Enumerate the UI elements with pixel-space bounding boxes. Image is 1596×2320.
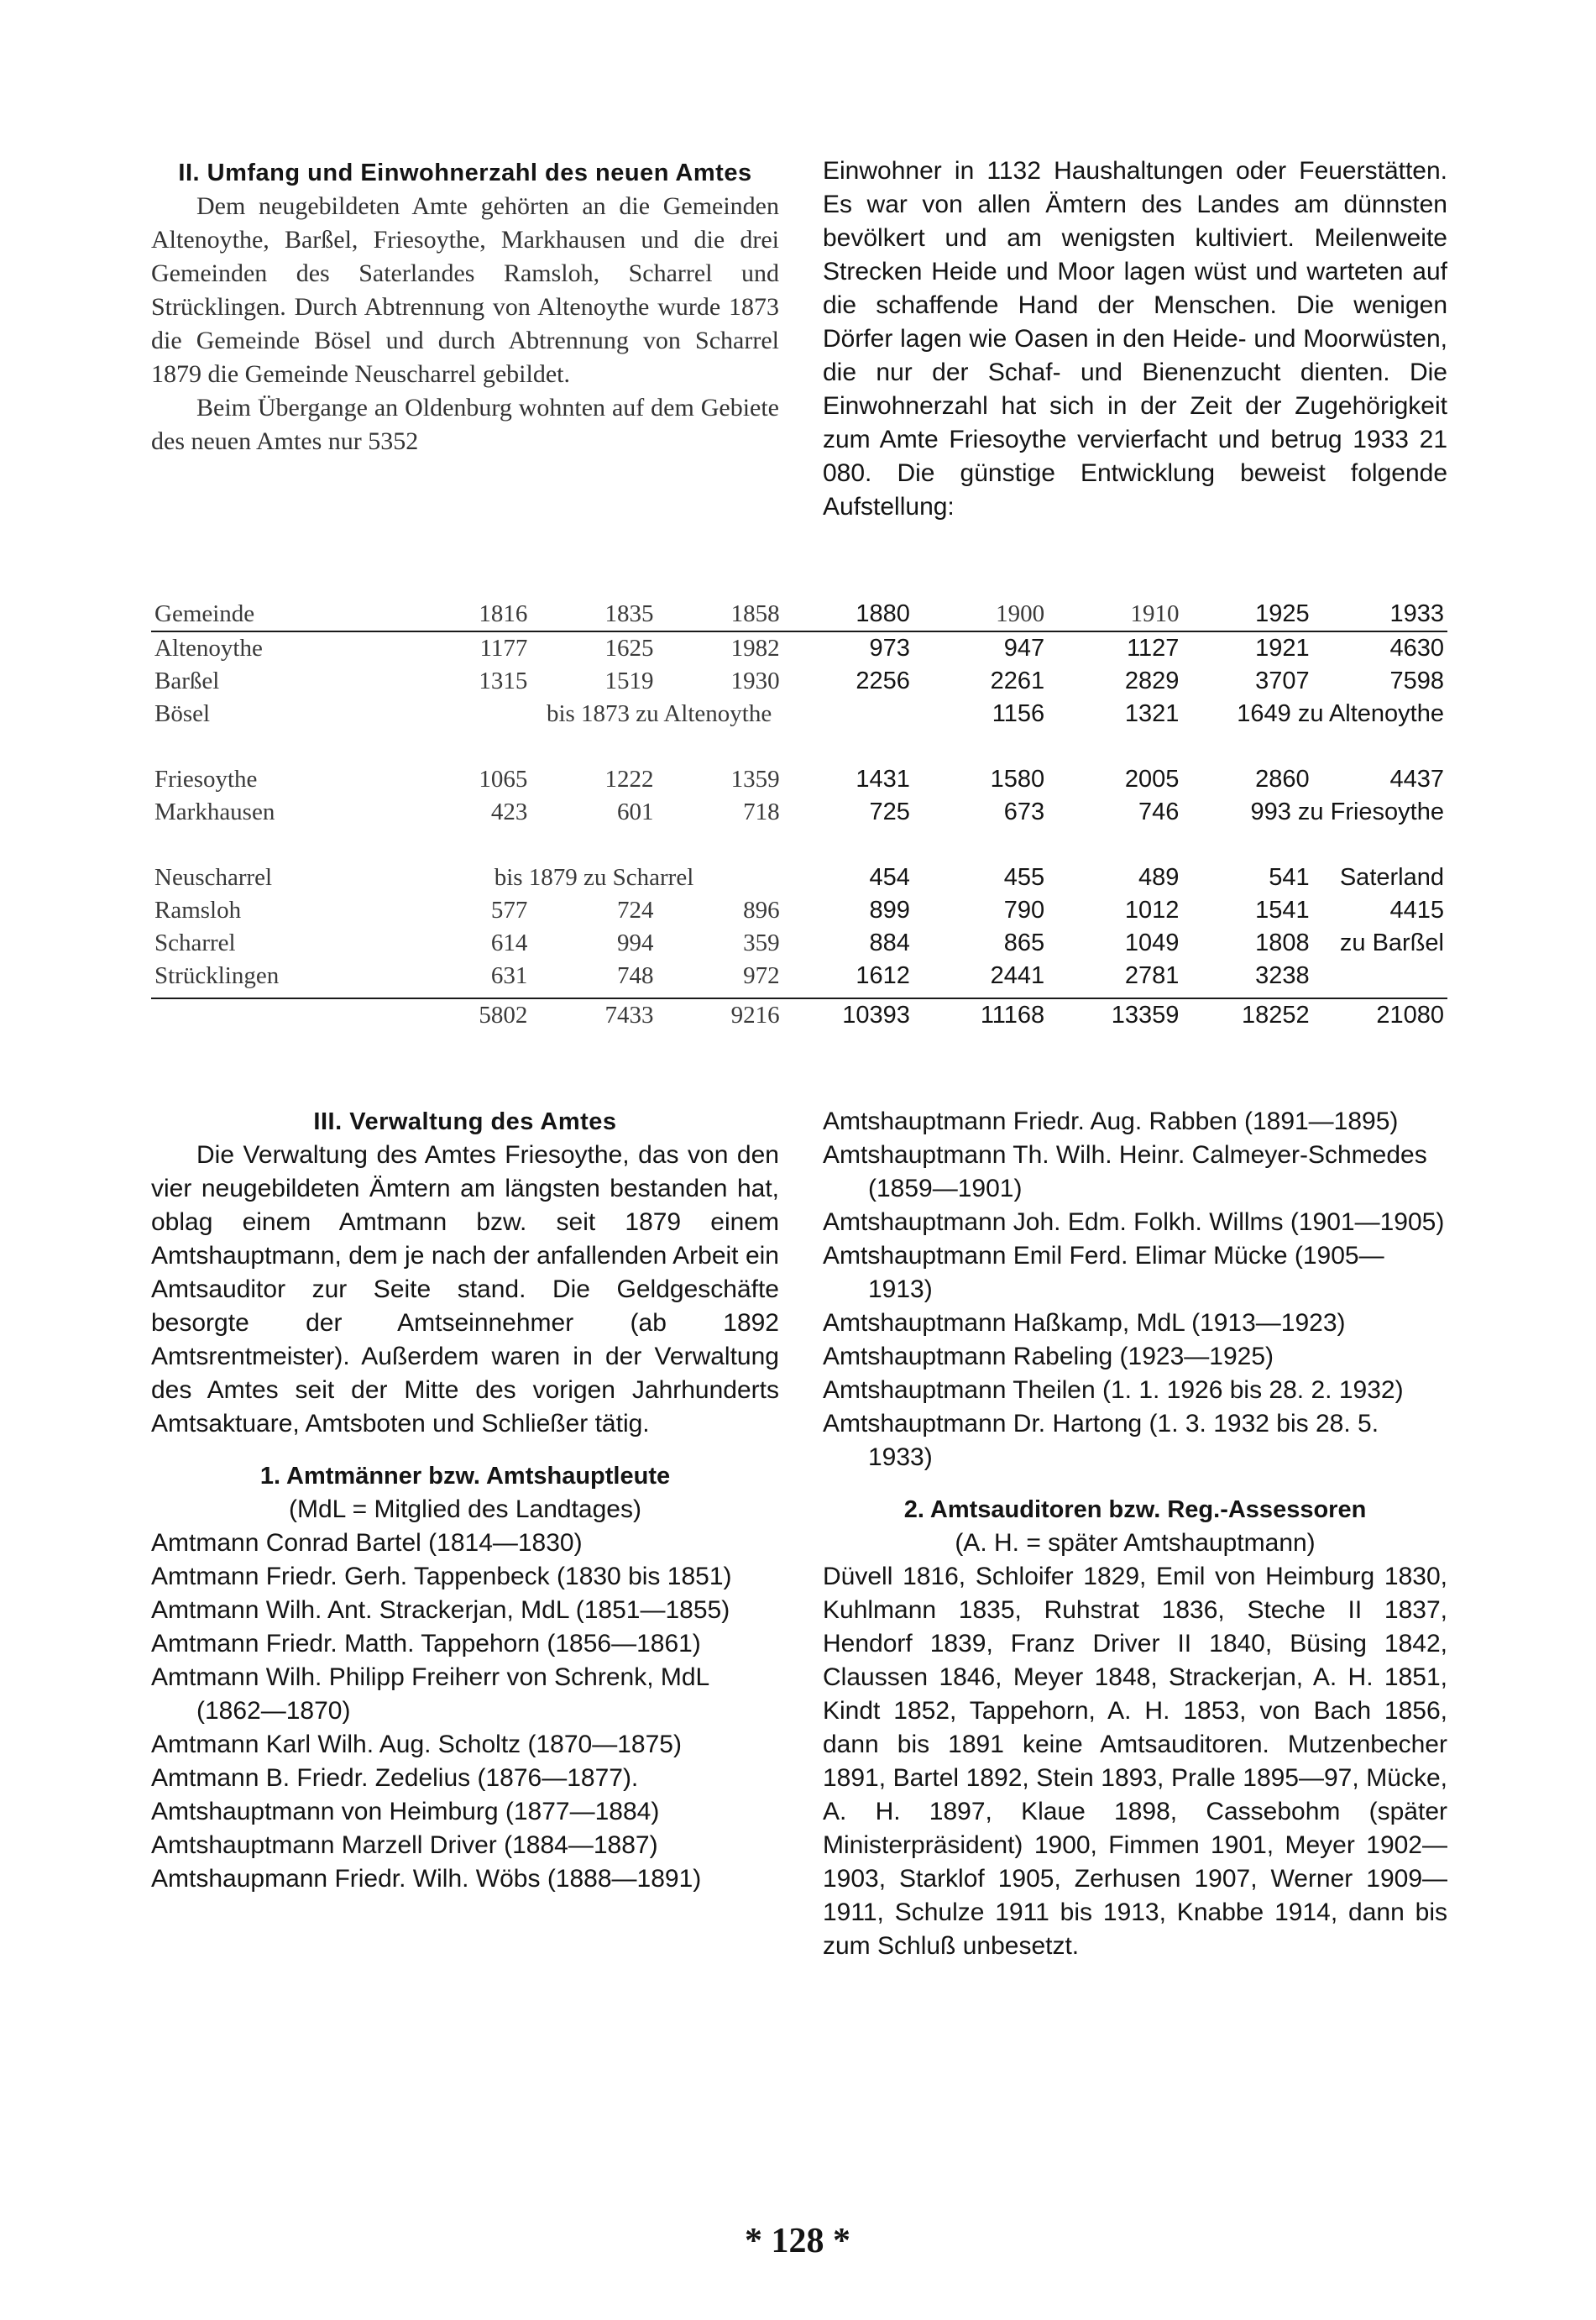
cell: 2781 [1124,962,1180,989]
cell: 865 [1003,930,1045,956]
cell: 947 [1003,635,1045,662]
cell: 1930 [730,668,780,694]
cell-value: 993 [1250,799,1291,825]
col-header-1925: 1925 [1182,598,1312,631]
cell: 1431 [856,766,910,793]
cell [1182,698,1447,731]
cell: 2860 [1255,766,1310,793]
table-row-friesoythe [151,763,1447,796]
table-row-boesel [151,698,1447,731]
cell: 1321 [1124,700,1180,727]
cell: 455 [1003,864,1045,891]
cell: 673 [1003,799,1045,825]
list-item: Amtshauptmann Rabeling (1923—1925) [823,1343,1274,1370]
cell: 423 [490,799,528,825]
cell: 601 [617,799,654,825]
row-name: Scharrel [154,930,236,956]
cell: 973 [869,635,910,662]
cell: 489 [1138,864,1180,891]
cell: 1612 [856,962,910,989]
amtmaenner-list-left [151,1527,779,1896]
cell: 884 [869,930,910,956]
cell: 746 [1138,799,1180,825]
cell-note: zu Friesoythe [1297,799,1444,825]
cell: 2829 [1124,668,1180,694]
list-item: Amtmann Wilh. Ant. Strackerjan, MdL (1851—1855) [151,1596,730,1624]
total-cell: 21080 [1313,998,1447,1032]
amtmaenner-list-right [823,1105,1447,1474]
cell: 3238 [1255,962,1310,989]
table-row-neuscharrel [151,861,1447,894]
row-name: Altenoythe [154,635,263,662]
cell: 2441 [990,962,1045,989]
cell: 1519 [604,668,654,694]
cell: 1359 [730,766,780,793]
list-item: Amtmann Karl Wilh. Aug. Scholtz (1870—1875) [151,1731,682,1758]
col-header-1910: 1910 [1048,598,1182,631]
cell-note: bis 1879 zu Scharrel [494,864,694,891]
cell: 1012 [1124,897,1180,924]
cell: 1127 [1127,635,1180,662]
cell: 718 [743,799,780,825]
cell: 4437 [1389,766,1444,793]
cell: 972 [743,962,780,989]
table-spacer-row [151,731,1447,763]
cell: 2256 [856,668,910,694]
list-item: Amtshauptmann Marzell Driver (1884—1887) [151,1831,658,1859]
cell: 1541 [1255,897,1310,924]
saterland-value: 4415 [1389,897,1444,924]
cell: 725 [869,799,910,825]
row-name: Strücklingen [154,962,280,989]
cell: 1625 [604,635,654,662]
total-cell: 13359 [1048,998,1182,1032]
table-row-barssel [151,665,1447,698]
page-number: * 128 * [745,2222,850,2260]
row-name: Ramsloh [154,897,242,924]
table-row-scharrel [151,927,1447,960]
section-2-right [823,154,1447,524]
list-item: Amtshauptmann von Heimburg (1877—1884) [151,1798,660,1825]
list-item: Amtshauptmann Th. Wilh. Heinr. Calmeyer-Schmedes (1859—1901) [823,1141,1427,1202]
col-header-1816: 1816 [405,598,531,631]
list-item: Amtmann Friedr. Gerh. Tappenbeck (1830 bis 1851) [151,1563,732,1590]
cell: 748 [617,962,654,989]
cell: 1921 [1255,635,1310,662]
table-spacer-row [151,829,1447,861]
saterland-label: Saterland [1339,864,1444,891]
cell: 631 [490,962,528,989]
section-2-para-2-continued: Einwohner in 1132 Haushaltungen oder Feuerstätten. Es war von allen Ämtern des Landes am dünnsten bevölkert und am wenigsten kultiviert. Meilenweite Strecken Heide und Moor lagen wüst und warteten auf die schaffende Hand der Menschen. Die wenigen Dörfer lagen wie Oasen in den Heide- und Moorwüsten, die nur der Schaf- und Bienenzucht dienten. Die Einwohnerzahl hat sich in der Zeit der Zugehörigkeit zum Amte Friesoythe vervierfacht und betrug 1933 21 080. Die günstige Entwicklung beweist folgende Aufstellung: [823,157,1447,521]
table-row-ramsloh [151,894,1447,927]
cell: 1049 [1124,930,1180,956]
list-item: Amtshauptmann Dr. Hartong (1. 3. 1932 bis 28. 5. 1933) [823,1410,1379,1471]
list-item: Amtmann Conrad Bartel (1814—1830) [151,1529,583,1557]
cell: 1808 [1255,930,1310,956]
subsection-2-subheading: (A. H. = später Amtshauptmann) [955,1529,1316,1557]
col-header-1835: 1835 [531,598,657,631]
cell: 541 [1269,864,1310,891]
list-item: Amtshauptmann Theilen (1. 1. 1926 bis 28. 2. 1932) [823,1376,1404,1404]
list-item: Amtmann B. Friedr. Zedelius (1876—1877). [151,1764,639,1792]
col-header-1858: 1858 [657,598,783,631]
cell: 454 [869,864,910,891]
cell: 614 [490,930,528,956]
list-item: Amtshauptmann Emil Ferd. Elimar Mücke (1905—1913) [823,1242,1384,1303]
subsection-2-para: Düvell 1816, Schloifer 1829, Emil von Heimburg 1830, Kuhlmann 1835, Ruhstrat 1836, Steche II 1837, Hendorf 1839, Franz Driver II 1840, Büsing 1842, Claussen 1846, Meyer 1848, Strackerjan, A. H. 1851, Kindt 1852, Tappehorn, A. H. 1853, von Bach 1856, dann bis 1891 keine Amtsauditoren. Mutzenbecher 1891, Bartel 1892, Stein 1893, Pralle 1895—97, Mücke, A. H. 1897, Klaue 1898, Cassebohm (später Ministerpräsident) 1900, Fimmen 1901, Meyer 1902—1903, Starklof 1905, Zerhusen 1907, Werner 1909—1911, Schulze 1911 bis 1913, Knabbe 1914, dann bis zum Schluß unbesetzt. [823,1563,1447,1960]
total-cell: 7433 [531,998,657,1032]
cell: 899 [869,897,910,924]
table-row-altenoythe [151,631,1447,665]
total-cell: 9216 [657,998,783,1032]
cell: 1222 [604,766,654,793]
cell: 1065 [479,766,528,793]
cell: 1982 [730,635,780,662]
col-header-gemeinde: Gemeinde [151,598,405,631]
total-cell: 5802 [405,998,531,1032]
row-name: Friesoythe [154,766,258,793]
list-item: Amtshaupmann Friedr. Wilh. Wöbs (1888—1891) [151,1865,702,1893]
cell: 896 [743,897,780,924]
cell-note: bis 1873 zu Altenoythe [546,700,772,727]
cell: 7598 [1389,668,1444,694]
subsection-1-heading: 1. Amtmänner bzw. Amtshauptleute [259,1463,671,1490]
cell: 790 [1003,897,1045,924]
section-2-para-2: Beim Übergange an Oldenburg wohnten auf dem Gebiete des neuen Amtes nur 5352 [151,394,779,455]
cell: 2005 [1124,766,1180,793]
cell: 3707 [1255,668,1310,694]
col-header-1900: 1900 [913,598,1048,631]
total-cell: 18252 [1182,998,1312,1032]
table-row-markhausen [151,796,1447,829]
section-3-para: Die Verwaltung des Amtes Friesoythe, das von den vier neugebildeten Ämtern am längsten bestanden hat, oblag einem Amtmann bzw. seit 1879 einem Amtshauptmann, dem je nach der anfallenden Arbeit ein Amtsauditor zur Seite stand. Die Geldgeschäfte besorgte der Amtseinnehmer (ab 1892 Amtsrentmeister). Außerdem waren in der Verwaltung des Amtes seit der Mitte des vorigen Jahrhunderts Amtsaktuare, Amtsboten und Schließer tätig. [151,1141,779,1438]
table-header-row [151,598,1447,631]
section-3-left [151,1105,779,1896]
cell: 1177 [479,635,528,662]
total-cell: 11168 [913,998,1048,1032]
cell: 359 [743,930,780,956]
cell: 577 [490,897,528,924]
total-cell: 10393 [783,998,913,1032]
cell: 994 [617,930,654,956]
cell-value: 1649 [1237,700,1291,727]
cell: 1315 [479,668,528,694]
struecklingen-note: zu Barßel [1339,930,1444,956]
col-header-1880: 1880 [783,598,913,631]
subsection-2-heading: 2. Amtsauditoren bzw. Reg.-Assessoren [903,1496,1367,1523]
spacer [151,829,1447,861]
spacer [151,731,1447,763]
row-name: Neuscharrel [154,864,273,891]
saterland-note [1313,861,1447,998]
population-table [151,598,1447,1032]
row-name: Barßel [154,668,220,694]
cell: 1156 [992,700,1045,727]
list-item: Amtshauptmann Joh. Edm. Folkh. Willms (1901—1905) [823,1208,1445,1236]
row-name: Markhausen [154,799,275,825]
spacer [823,1474,1447,1493]
spacer [151,1441,779,1459]
section-2-heading: II. Umfang und Einwohnerzahl des neuen Amtes [178,160,752,186]
cell-note: zu Altenoythe [1297,700,1444,727]
list-item: Amtmann Wilh. Philipp Freiherr von Schrenk, MdL (1862—1870) [151,1663,709,1725]
section-3-right [823,1105,1447,1963]
subsection-1-subheading: (MdL = Mitglied des Landtages) [289,1495,641,1523]
col-header-1933: 1933 [1313,598,1447,631]
cell [1182,796,1447,829]
total-label-cell [151,998,405,1032]
cell: 1580 [990,766,1045,793]
section-2-para-1: Dem neugebildeten Amte gehörten an die Gemeinden Altenoythe, Barßel, Friesoythe, Markhausen und die drei Gemeinden des Saterlandes Ramsloh, Scharrel und Strücklingen. Durch Abtrennung von Altenoythe wurde 1873 die Gemeinde Bösel und durch Abtrennung von Scharrel 1879 die Gemeinde Neuscharrel gebildet. [151,192,779,388]
list-item: Amtmann Friedr. Matth. Tappehorn (1856—1861) [151,1630,701,1658]
section-2-left [151,156,779,458]
cell: 4630 [1389,635,1444,662]
table-total-row [151,998,1447,1032]
list-item: Amtshauptmann Friedr. Aug. Rabben (1891—1895) [823,1108,1399,1135]
cell: 2261 [990,668,1045,694]
section-3-heading: III. Verwaltung des Amtes [313,1108,617,1135]
row-name: Bösel [154,700,211,727]
list-item: Amtshauptmann Haßkamp, MdL (1913—1923) [823,1309,1346,1337]
table-row-struecklingen [151,960,1447,998]
cell: 724 [617,897,654,924]
